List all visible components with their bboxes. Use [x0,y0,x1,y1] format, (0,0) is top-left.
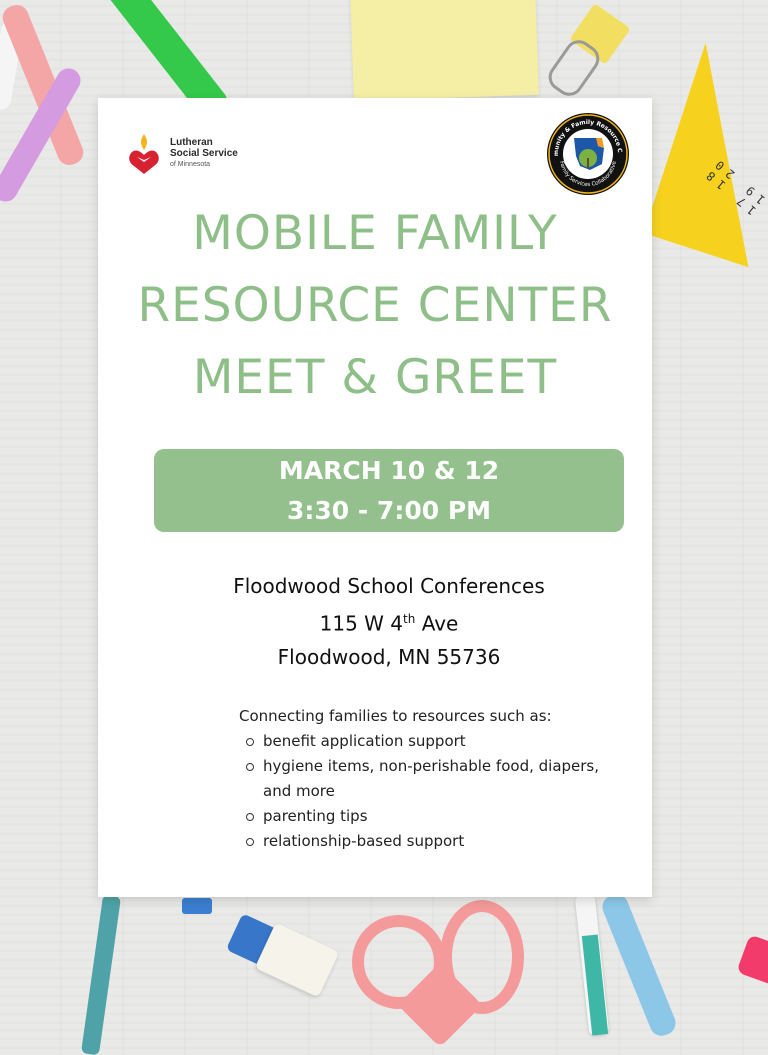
circle-bullet-icon [246,838,254,846]
headline-line1: MOBILE FAMILY [192,206,558,261]
family-resource-center-seal [546,112,630,196]
resources-list [239,729,599,854]
venue-address [98,570,680,674]
circle-bullet-icon [246,763,254,771]
resource-text: benefit application support [263,732,466,750]
ruler-marks: 17 18 19 20 [699,153,768,218]
city-state-zip: Floodwood, MN 55736 [277,644,501,669]
list-item [239,804,599,829]
venue-name: Floodwood School Conferences [233,574,545,598]
lss-wordmark [170,137,238,170]
street-name: Ave [415,611,459,636]
circle-bullet-icon [246,813,254,821]
seal-top-text: munity & Family Resource C [552,118,624,157]
resource-text: parenting tips [263,807,368,825]
resource-text: relationship-based support [263,832,465,850]
list-item [239,754,599,804]
teal-pencil [81,895,121,1055]
sticky-note [350,0,539,101]
event-time: 3:30 - 7:00 PM [286,496,492,525]
street-number: 115 W 4 [319,611,404,636]
lss-logo [124,130,238,176]
lss-line2: Social Service [170,147,238,159]
blue-pen-tip [182,898,212,914]
light-blue-chalk [599,891,679,1040]
lss-line3: of Minnesota [170,160,211,168]
headline-line2: RESOURCE CENTER [137,278,613,333]
resources-intro: Connecting families to resources such as: [239,707,552,725]
headline-line3: MEET & GREET [192,350,558,405]
street-ordinal: th [403,612,416,626]
seal-bottom-text: Family Services Collaborative [558,160,618,189]
lss-line1: Lutheran [170,136,213,148]
flyer [98,98,652,897]
event-dates: MARCH 10 & 12 [278,456,500,485]
resources-section [239,704,599,854]
headline [98,198,652,414]
street-address [98,603,680,641]
resource-text: hygiene items, non-perishable food, diapers, and more [263,757,600,800]
circle-bullet-icon [246,738,254,746]
list-item [239,729,599,754]
pink-marker-cap [736,934,768,985]
list-item [239,829,599,854]
lss-heart-icon [124,130,164,176]
date-banner [154,449,624,532]
